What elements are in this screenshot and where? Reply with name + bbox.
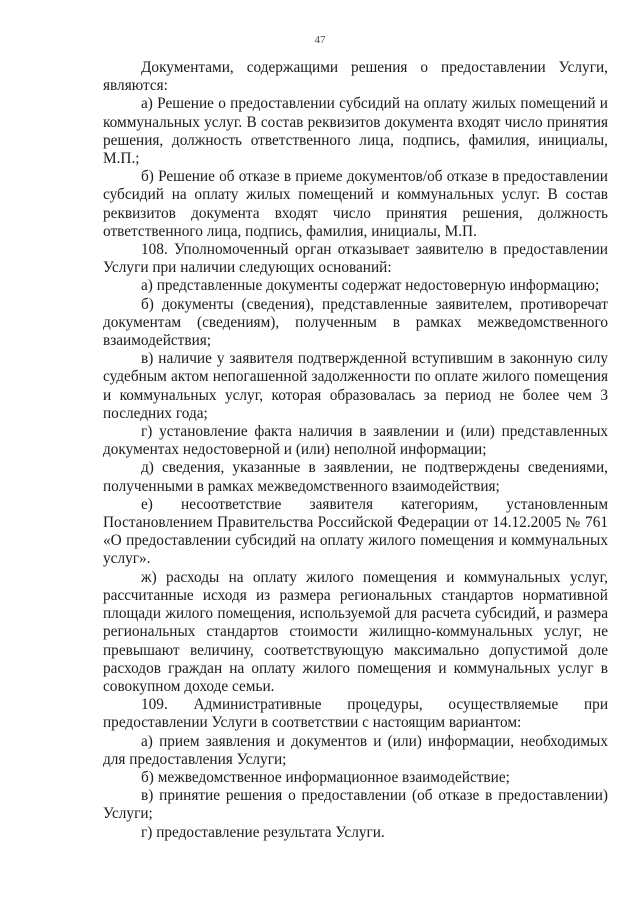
paragraph-108-v: в) наличие у заявителя подтвержденной вступившим в законную силу судебным актом непогашенной задолженности по оплате жилого помещения и коммунальных услуг, которая образовалась за период не более чем 3 последних года; xyxy=(103,350,608,422)
paragraph-109-b: б) межведомственное информационное взаимодействие; xyxy=(141,768,510,786)
paragraph-108-a: а) представленные документы содержат недостоверную информацию; xyxy=(141,277,600,295)
document-body xyxy=(103,59,608,842)
paragraph-109-g: г) предоставление результата Услуги. xyxy=(141,823,385,841)
paragraph-108-e: е) несоответствие заявителя категориям, установленным Постановлением Правительства Российской Федерации от 14.12.2005 № 761 «О предоставлении субсидий на оплату жилого помещения и коммунальных услуг». xyxy=(103,495,608,568)
paragraph-108-g: г) установление факта наличия в заявлении и (или) представленных документах недостоверной и (или) неполной информации; xyxy=(103,423,608,459)
paragraph-108-zh: ж) расходы на оплату жилого помещения и коммунальных услуг, рассчитанные исходя из размера региональных стандартов нормативной площади жилого помещения, используемой для расчета субсидий, и размера региональных стандартов стоимости жилищно-коммунальных услуг, не превышают величину, соответствующую максимально допустимой доле расходов граждан на оплату жилого помещения и коммунальных услуг в совокупном доходе семьи. xyxy=(103,568,608,695)
page-number: 47 xyxy=(314,34,326,46)
paragraph-intro: Документами, содержащими решения о предоставлении Услуги, являются: xyxy=(103,59,608,95)
paragraph-109-a: а) прием заявления и документов и (или) информации, необходимых для предоставления Услуги; xyxy=(103,732,608,768)
paragraph-108-d: д) сведения, указанные в заявлении, не подтверждены сведениями, полученными в рамках межведомственного взаимодействия; xyxy=(103,459,608,495)
paragraph-108-b: б) документы (сведения), представленные заявителем, противоречат документам (сведениям), полученным в рамках межведомственного взаимодействия; xyxy=(103,295,608,350)
paragraph-109-v: в) принятие решения о предоставлении (об отказе в предоставлении) Услуги; xyxy=(103,787,608,823)
paragraph-item-b: б) Решение об отказе в приеме документов/об отказе в предоставлении субсидий на оплату жилых помещений и коммунальных услуг. В состав реквизитов документа входят число принятия решения, должность ответственного лица, подпись, фамилия, инициалы, М.П. xyxy=(103,168,608,240)
paragraph-item-a: а) Решение о предоставлении субсидий на оплату жилых помещений и коммунальных услуг. В состав реквизитов документа входят число принятия решения, должность ответственного лица, подпись, фамилия, инициалы, М.П.; xyxy=(103,95,608,168)
paragraph-108: 108. Уполномоченный орган отказывает заявителю в предоставлении Услуги при наличии следующих оснований: xyxy=(103,241,608,277)
paragraph-109: 109. Административные процедуры, осуществляемые при предоставлении Услуги в соответствии с настоящим вариантом: xyxy=(103,696,608,732)
